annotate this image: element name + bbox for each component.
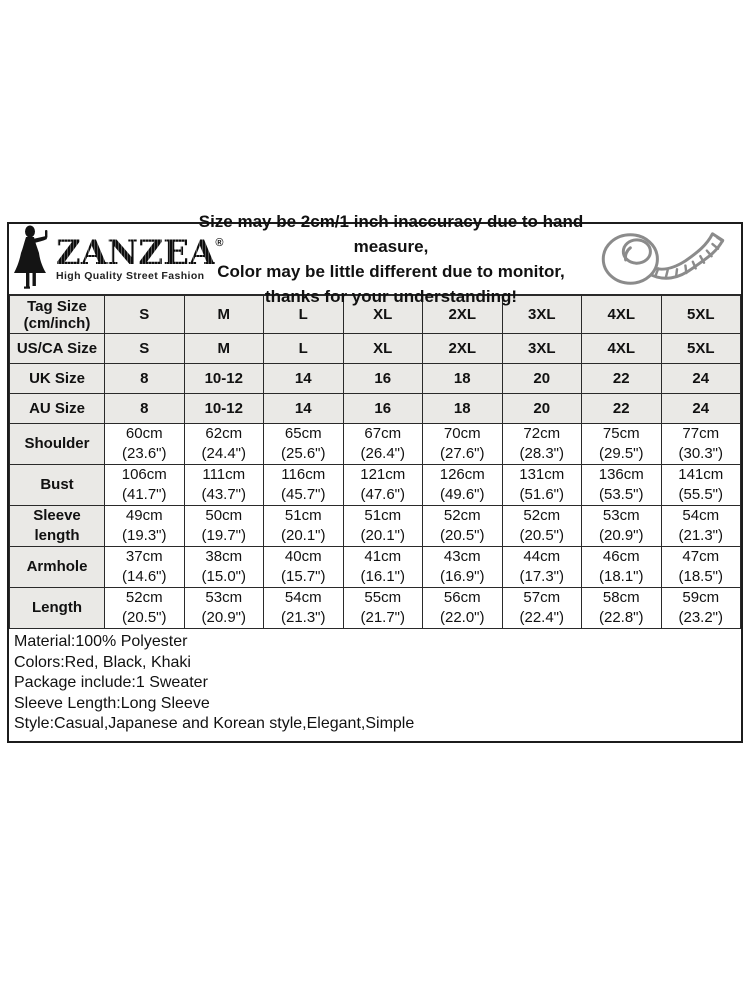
cell-armhole-6: 46cm (18.1") [582,547,662,588]
cell-bust-6: 136cm (53.5") [582,465,662,506]
measuring-tape-icon [587,228,739,290]
cell-au-5: 20 [502,394,582,424]
cell-armhole-4: 43cm (16.9") [423,547,503,588]
cell-armhole-0: 37cm (14.6") [105,547,185,588]
cell-uk-0: 8 [105,364,185,394]
row-label-usca: US/CA Size [10,334,105,364]
table-row-armhole [10,547,741,588]
row-label-sleeve-length: Sleeve length [10,506,105,547]
cell-length-4: 56cm (22.0") [423,588,503,629]
cell-armhole-2: 40cm (15.7") [264,547,344,588]
detail-style: Style:Casual,Japanese and Korean style,Elegant,Simple [14,715,415,732]
table-row-usca-size [10,334,741,364]
registered-mark: ® [215,236,224,249]
cell-uk-1: 10-12 [184,364,264,394]
cell-armhole-7: 47cm (18.5") [661,547,741,588]
disclaimer-line-2: Color may be little different due to monitor, [217,262,565,281]
cell-shoulder-3: 67cm (26.4") [343,424,423,465]
brand-tagline: High Quality Street Fashion [56,269,205,282]
cell-sleeve-1: 50cm (19.7") [184,506,264,547]
cell-bust-2: 116cm (45.7") [264,465,344,506]
cell-uk-2: 14 [264,364,344,394]
cell-uk-7: 24 [661,364,741,394]
cell-usca-2xl: 2XL [423,334,503,364]
cell-sleeve-3: 51cm (20.1") [343,506,423,547]
cell-uk-4: 18 [423,364,503,394]
cell-au-2: 14 [264,394,344,424]
cell-bust-7: 141cm (55.5") [661,465,741,506]
cell-tag-5xl: 5XL [661,296,741,334]
row-label-shoulder: Shoulder [10,424,105,465]
cell-bust-0: 106cm (41.7") [105,465,185,506]
cell-tag-l: L [264,296,344,334]
cell-length-6: 58cm (22.8") [582,588,662,629]
cell-tag-xl: XL [343,296,423,334]
cell-tag-4xl: 4XL [582,296,662,334]
cell-sleeve-0: 49cm (19.3") [105,506,185,547]
size-disclaimer [195,209,587,309]
row-label-armhole: Armhole [10,547,105,588]
cell-length-3: 55cm (21.7") [343,588,423,629]
detail-sleeve-length: Sleeve Length:Long Sleeve [14,694,210,712]
cell-au-7: 24 [661,394,741,424]
row-label-bust: Bust [10,465,105,506]
cell-sleeve-6: 53cm (20.9") [582,506,662,547]
row-label-uk: UK Size [10,364,105,394]
cell-shoulder-2: 65cm (25.6") [264,424,344,465]
cell-length-2: 54cm (21.3") [264,588,344,629]
cell-bust-3: 121cm (47.6") [343,465,423,506]
disclaimer-line-3: thanks for your understanding! [264,287,518,306]
row-label-tag-size: Tag Size (cm/inch) [10,296,105,334]
cell-armhole-1: 38cm (15.0") [184,547,264,588]
header [9,212,741,306]
table-row-length [10,588,741,629]
cell-shoulder-0: 60cm (23.6") [105,424,185,465]
cell-armhole-3: 41cm (16.1") [343,547,423,588]
size-chart-sheet [7,212,743,743]
cell-bust-4: 126cm (49.6") [423,465,503,506]
cell-shoulder-6: 75cm (29.5") [582,424,662,465]
cell-shoulder-4: 70cm (27.6") [423,424,503,465]
detail-material: Material:100% Polyester [14,633,188,650]
detail-colors: Colors:Red, Black, Khaki [14,653,191,671]
table-row-shoulder [10,424,741,465]
woman-silhouette-icon [13,225,55,294]
cell-tag-m: M [184,296,264,334]
table-row-bust [10,465,741,506]
cell-bust-1: 111cm (43.7") [184,465,264,506]
cell-au-3: 16 [343,394,423,424]
cell-uk-3: 16 [343,364,423,394]
cell-usca-xl: XL [343,334,423,364]
cell-tag-3xl: 3XL [502,296,582,334]
detail-package: Package include:1 Sweater [14,674,208,691]
row-label-length: Length [10,588,105,629]
cell-length-0: 52cm (20.5") [105,588,185,629]
cell-sleeve-7: 54cm (21.3") [661,506,741,547]
cell-length-7: 59cm (23.2") [661,588,741,629]
cell-usca-4xl: 4XL [582,334,662,364]
cell-armhole-5: 44cm (17.3") [502,547,582,588]
size-chart-table [9,295,741,629]
cell-au-6: 22 [582,394,662,424]
cell-bust-5: 131cm (51.6") [502,465,582,506]
cell-shoulder-1: 62cm (24.4") [184,424,264,465]
cell-sleeve-2: 51cm (20.1") [264,506,344,547]
cell-shoulder-7: 77cm (30.3") [661,424,741,465]
product-details [9,629,741,741]
cell-usca-3xl: 3XL [502,334,582,364]
cell-usca-5xl: 5XL [661,334,741,364]
cell-tag-s: S [105,296,185,334]
table-row-sleeve-length [10,506,741,547]
cell-usca-m: M [184,334,264,364]
cell-length-1: 53cm (20.9") [184,588,264,629]
cell-au-1: 10-12 [184,394,264,424]
table-row-uk-size [10,364,741,394]
cell-tag-2xl: 2XL [423,296,503,334]
cell-shoulder-5: 72cm (28.3") [502,424,582,465]
cell-au-0: 8 [105,394,185,424]
row-label-au: AU Size [10,394,105,424]
cell-uk-5: 20 [502,364,582,394]
cell-length-5: 57cm (22.4") [502,588,582,629]
disclaimer-line-1: Size may be 2cm/1 inch inaccuracy due to hand measure, [198,212,584,256]
cell-usca-l: L [264,334,344,364]
cell-au-4: 18 [423,394,503,424]
brand-logo [11,225,224,294]
brand-name: ZANZEA® [56,232,224,273]
cell-uk-6: 22 [582,364,662,394]
cell-usca-s: S [105,334,185,364]
cell-sleeve-5: 52cm (20.5") [502,506,582,547]
table-row-au-size [10,394,741,424]
cell-sleeve-4: 52cm (20.5") [423,506,503,547]
